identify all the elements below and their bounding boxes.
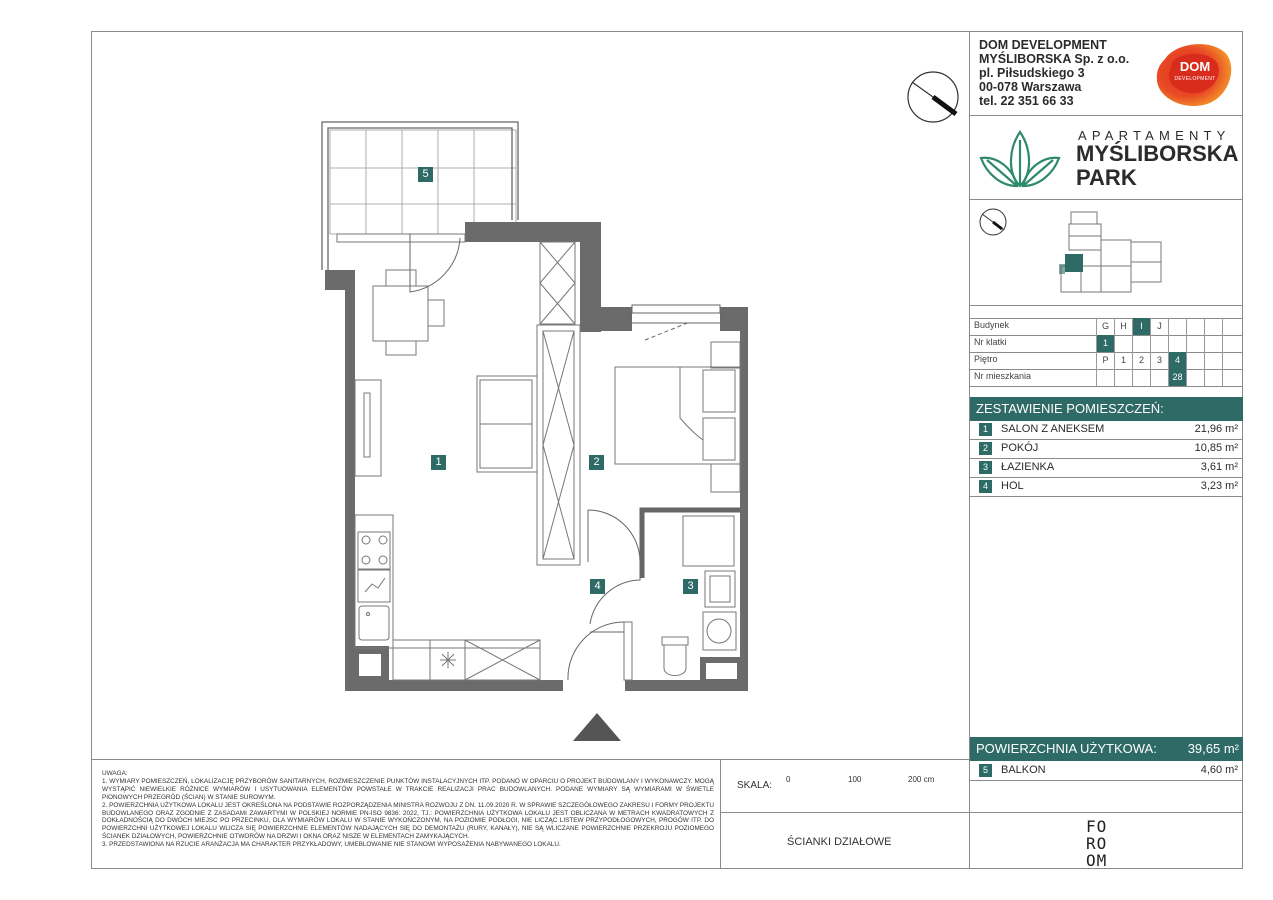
room-area: 3,23 m² — [1200, 480, 1238, 492]
room-name: ŁAZIENKA — [1001, 461, 1055, 473]
grid-cell — [1168, 318, 1186, 335]
grid-cell: 2 — [1132, 352, 1150, 369]
notes — [102, 770, 714, 849]
grid-cell-selected: 1 — [1096, 335, 1114, 352]
brand-line-2: MYŚLIBORSKA — [1076, 141, 1239, 166]
total-area-value: 39,65 m² — [1187, 741, 1239, 756]
grid-cell — [1168, 335, 1186, 352]
note-item: 2. POWIERZCHNIA UŻYTKOWA LOKALU JEST OKREŚLONA NA PODSTAWIE ROZPORZĄDZENIA MINISTRA ROZWOJU Z DN. 11.09.2020 R. W SPRAWIE SZCZEGÓŁOWEGO ZAKRESU I FORMY PROJEKTU BUDOWLANEGO ORAZ ZGODNIE Z ZASADAMI ZAWARTYMI W POLSKIEJ NORMIE PN-ISO 9836: 2022, TJ.: POWIERZCHNIA UŻYTKOWA LOKALU JEST OBLICZANA W METRACH KWADRATOWYCH Z DOKŁADNOŚCIĄ DO DWÓCH MIEJSC PO PRZECINKU, DLA WYMIARÓW LOKALU W STANIE WYKOŃCZONYM, NA POZIOMIE PODŁOGI, NIE LICZĄC LISTEW PRZYPODŁOGOWYCH, PROGÓW ITP. DO POWIERZCHNI UŻYTKOWEJ LOKALU WLICZA SIĘ POWIERZCHNIE ELEMENTÓW NADAJĄCYCH SIĘ DO DEMONTAŻU (RURY, KANAŁY), NIE SĄ WLICZANE POWIERZCHNIE PRZEKROJU POZIOMEGO ŚCIANEK DZIAŁOWYCH, POWIERZCHNIE OTWORÓW NA DRZWI I OKNA ORAZ NISZE W ELEMENTACH ZAMYKAJĄCYCH. — [102, 801, 714, 841]
foroom-logo — [1086, 818, 1107, 869]
bed — [615, 342, 740, 492]
grid-cell: J — [1150, 318, 1168, 335]
panel-line-3 — [970, 305, 1243, 306]
grid-cell — [1222, 335, 1240, 352]
company-city: 00-078 Warszawa — [979, 80, 1082, 94]
scale-tick-200: 200 cm — [908, 775, 935, 784]
grid-cell — [1186, 369, 1204, 386]
balcony-number: 5 — [979, 764, 992, 777]
grid-cell — [1150, 369, 1168, 386]
plan-tag-bedroom: 2 — [589, 455, 604, 470]
wardrobe — [537, 242, 580, 565]
logo-subtext: DEVELOPMENT — [1174, 76, 1216, 82]
grid-cell — [1132, 335, 1150, 352]
grid-cell: G — [1096, 318, 1114, 335]
grid-label-klatka: Nr klatki — [974, 337, 1007, 347]
grid-cell — [1204, 318, 1222, 335]
dining-table — [373, 270, 444, 355]
grid-row-klatka — [970, 335, 1243, 352]
panel-line-5 — [970, 812, 1243, 813]
room-area: 3,61 m² — [1200, 461, 1238, 473]
room-row — [970, 439, 1243, 458]
brand-line-1: APARTAMENTY — [1078, 128, 1231, 143]
company-phone: tel. 22 351 66 33 — [979, 94, 1074, 108]
room-number: 2 — [979, 442, 992, 455]
notes-title: UWAGA: — [102, 770, 128, 777]
company-entity: MYŚLIBORSKA Sp. z o.o. — [979, 52, 1130, 66]
room-name: HOL — [1001, 480, 1024, 492]
grid-row-budynek — [970, 318, 1243, 335]
north-arrow-small-icon — [977, 206, 1009, 238]
logo-text: DOM — [1179, 59, 1211, 74]
room-row — [970, 477, 1243, 496]
balcony-row — [970, 761, 1243, 780]
room-area: 21,96 m² — [1194, 423, 1238, 435]
scale-legend-divider — [720, 812, 970, 813]
grid-cell-selected: 4 — [1168, 352, 1186, 369]
room-name: SALON Z ANEKSEM — [1001, 423, 1105, 435]
foroom-line: OM — [1086, 851, 1108, 870]
total-area-bar — [970, 737, 1243, 761]
room-number: 4 — [979, 480, 992, 493]
plan-tag-bathroom: 3 — [683, 579, 698, 594]
company-street: pl. Piłsudskiego 3 — [979, 66, 1085, 80]
entrance-arrow-icon — [573, 713, 621, 741]
grid-cell — [1222, 369, 1240, 386]
foroom-line: RO — [1086, 834, 1108, 853]
company-address — [979, 38, 1129, 108]
grid-cell — [1114, 335, 1132, 352]
grid-cell-selected: 28 — [1168, 369, 1186, 386]
grid-row-mieszkanie — [970, 369, 1243, 386]
bathroom — [624, 510, 740, 680]
plan-tag-hall: 4 — [590, 579, 605, 594]
grid-cell-selected: I — [1132, 318, 1150, 335]
notes-scale-divider — [720, 759, 721, 869]
grid-cell — [1150, 335, 1168, 352]
room-divider — [970, 496, 1243, 497]
plan-tag-living-room: 1 — [431, 455, 446, 470]
balcony-name: BALKON — [1001, 764, 1046, 776]
grid-cell: P — [1096, 352, 1114, 369]
grid-cell — [1186, 352, 1204, 369]
grid-cell — [1204, 369, 1222, 386]
sofa — [477, 376, 537, 472]
scale-label: SKALA: — [737, 780, 773, 791]
key-plan-icon — [1055, 208, 1165, 298]
company-name: DOM DEVELOPMENT — [979, 38, 1107, 52]
grid-cell — [1204, 352, 1222, 369]
grid-label-pietro: Piętro — [974, 354, 998, 364]
grid-label-budynek: Budynek — [974, 320, 1010, 330]
total-area-label: POWIERZCHNIA UŻYTKOWA: — [976, 741, 1157, 756]
grid-cell — [1222, 352, 1240, 369]
grid-row-pietro — [970, 352, 1243, 369]
dom-development-logo — [1155, 41, 1233, 107]
leaf-logo-icon — [977, 128, 1063, 190]
grid-cell — [1222, 318, 1240, 335]
balcony-area — [330, 130, 516, 234]
balcony-area: 4,60 m² — [1200, 764, 1238, 776]
note-item: 3. PRZEDSTAWIONA NA RZUCIE ARANŻACJA MA CHARAKTER PRZYKŁADOWY, UMEBLOWANIE NIE STANOWI WYPOSAŻENIA NABYWANEGO LOKALU. — [102, 841, 561, 849]
grid-label-mieszkanie: Nr mieszkania — [974, 371, 1032, 381]
north-arrow-icon — [908, 72, 958, 122]
room-name: POKÓJ — [1001, 442, 1039, 454]
room-area: 10,85 m² — [1194, 442, 1238, 454]
rooms-header: ZESTAWIENIE POMIESZCZEŃ: — [970, 397, 1243, 421]
grid-cell — [1204, 335, 1222, 352]
scale-tick-0: 0 — [786, 775, 791, 784]
grid-cell — [1114, 369, 1132, 386]
grid-cell: 3 — [1150, 352, 1168, 369]
room-number: 3 — [979, 461, 992, 474]
note-item: 1. WYMIARY POMIESZCZEŃ, LOKALIZACJĘ PRZYBORÓW SANITARNYCH, ROZMIESZCZENIE PUNKTÓW INSTALACYJNYCH ITP. PODANO W OPARCIU O PROJEKT BUDOWLANY I WYKONAWCZY. MOGĄ WYSTĄPIĆ NIEWIELKIE RÓŻNICE WYMIARÓW I USYTUOWANIA ELEMENTÓW POWSTAŁE W TRAKCIE REALIZACJI PRAC BUDOWLANYCH. PODANE WYMIARY SĄ WYMIARAMI W ŚWIETLE PIONOWYCH PRZEGRÓD (ŚCIAN) W STANIE SUROWYM. — [102, 777, 714, 801]
panel-line-4 — [970, 780, 1243, 781]
plan-tag-balcony: 5 — [418, 167, 433, 182]
room-row — [970, 420, 1243, 439]
grid-bottom-line — [970, 386, 1243, 387]
grid-cell — [1096, 369, 1114, 386]
room-row — [970, 458, 1243, 477]
brand-line-3: PARK — [1076, 165, 1137, 190]
panel-line-2 — [970, 199, 1243, 200]
panel-line-1 — [970, 115, 1243, 116]
grid-cell — [1132, 369, 1150, 386]
legend-label: ŚCIANKI DZIAŁOWE — [787, 836, 892, 848]
scale-tick-100: 100 — [848, 775, 862, 784]
grid-cell: H — [1114, 318, 1132, 335]
room-number: 1 — [979, 423, 992, 436]
grid-cell — [1186, 318, 1204, 335]
foroom-line: FO — [1086, 817, 1108, 836]
grid-cell — [1186, 335, 1204, 352]
grid-cell: 1 — [1114, 352, 1132, 369]
